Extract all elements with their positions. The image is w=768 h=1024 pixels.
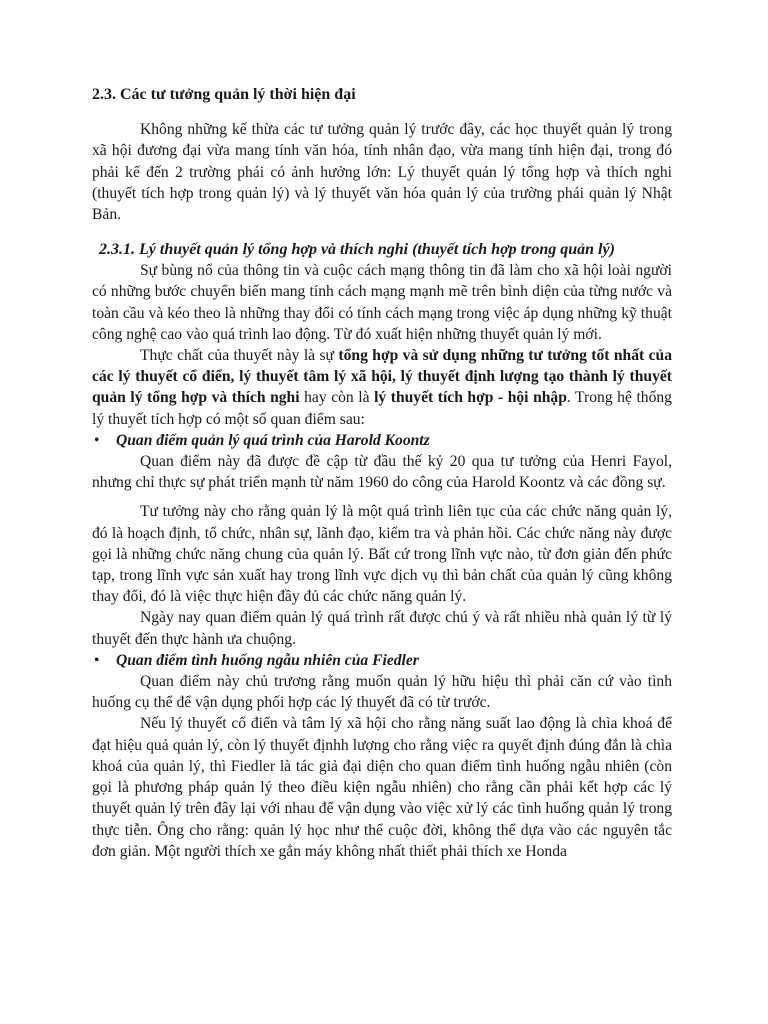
bullet-marker: • [94, 651, 100, 669]
paragraph-process-popularity: Ngày nay quan điểm quản lý quá trình rất được chú ý và rất nhiều nhà quản lý từ lý thuyết đến thực hành ưa chuộng. [92, 609, 672, 648]
paragraph-theory-essence [92, 345, 672, 430]
bullet-heading-fiedler [92, 650, 672, 671]
paragraph-information-explosion: Sự bùng nổ của thông tin và cuộc cách mạng thông tin đã làm cho xã hội loài người có những bước chuyển biến mang tính cách mạng mạnh mẽ trên bình diện của từng nước và toàn cầu và kéo theo là những thay đổi có tính cách mạng trong việc áp dụng những kỹ thuật công nghệ cao vào quá trình lao động. Từ đó xuất hiện những thuyết quản lý mới. [92, 262, 672, 343]
paragraph-text: hay còn là [299, 389, 375, 407]
bold-phrase: tổng hợp và sử dụng những tư tưởng tốt nhất của các lý thuyết cổ điển, lý thuyết tâm lý xã hội, lý thuyết định lượng tạo thành lý thuyết quản lý tổng hợp và thích nghi [92, 347, 672, 407]
bullet-title: Quan điểm quản lý quá trình của Harold Koontz [116, 431, 430, 449]
paragraph-contingency-view: Quan điểm này chủ trương rằng muốn quản lý hữu hiệu thì phải căn cứ vào tình huống cụ thể để vận dụng phối hợp các lý thuyết đã có từ trước. [92, 673, 672, 712]
paragraph-text: . Trong hệ thống lý thuyết tích hợp có một số quan điểm sau: [92, 389, 672, 428]
paragraph-process-functions: Tư tưởng này cho rằng quản lý là một quá trình liên tục của các chức năng quản lý, đó là hoạch định, tổ chức, nhân sự, lãnh đạo, kiểm tra và phản hồi. Các chức năng này được gọi là những chức năng chung của quản lý. Bất cứ trong lĩnh vực nào, từ đơn giản đến phức tạp, trong lĩnh vực sản xuất hay trong lĩnh vực dịch vụ thì bản chất của quản lý cũng không thay đổi, đó là việc thực hiện đầy đủ các chức năng quản lý. [92, 503, 672, 606]
bullet-heading-koontz [92, 430, 672, 451]
document-page [92, 84, 672, 862]
bullet-title: Quan điểm tình huống ngẫu nhiên của Fiedler [116, 651, 419, 669]
paragraph-fiedler-detail: Nếu lý thuyết cổ điển và tâm lý xã hội cho rằng năng suất lao động là chìa khoá để đạt hiệu quả quản lý, còn lý thuyết địnhh lượng cho rằng việc ra quyết định đúng đắn là chìa khoá của quản lý, thì Fiedler là tác giả đại diện cho quan điểm tình huống ngẫu nhiên (còn gọi là phương pháp quản lý theo điều kiện ngẫu nhiên) cho rằng cần phải kết hợp các lý thuyết quản lý trên đây lại với nhau để vận dụng vào việc xử lý các tình huống quản lý trong thực tiễn. Ông cho rằng: quản lý học như thể cuộc đời, không thể dựa vào các nguyên tắc đơn giản. Một người thích xe gắn máy không nhất thiết phải thích xe Honda [92, 715, 672, 860]
paragraph-koontz-origin: Quan điểm này đã được đề cập từ đầu thế kỷ 20 qua tư tưởng của Henri Fayol, nhưng chỉ thực sự phát triển mạnh từ năm 1960 do công của Harold Koontz và các đồng sự. [92, 453, 672, 492]
paragraph-text: Thực chất của thuyết này là sự [140, 347, 339, 365]
bullet-marker: • [94, 431, 100, 449]
intro-paragraph: Không những kế thừa các tư tưởng quản lý trước đây, các học thuyết quản lý trong xã hội đương đại vừa mang tính văn hóa, tính nhân đạo, vừa mang tính hiện đại, trong đó phải kể đến 2 trường phái có ảnh hưởng lớn: Lý thuyết quản lý tổng hợp và thích nghi (thuyết tích hợp trong quản lý) và lý thuyết văn hóa quản lý của trường phái quản lý Nhật Bản. [92, 121, 672, 224]
bold-phrase: lý thuyết tích hợp - hội nhập [374, 389, 567, 407]
section-title: 2.3. Các tư tưởng quản lý thời hiện đại [92, 86, 356, 103]
subsection-title: 2.3.1. Lý thuyết quản lý tổng hợp và thích nghi (thuyết tích hợp trong quản lý) [99, 241, 615, 259]
